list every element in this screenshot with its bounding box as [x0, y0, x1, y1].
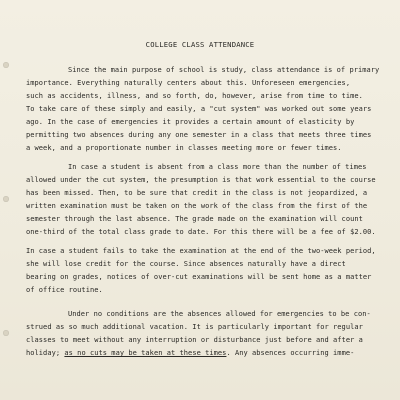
text-line: one-third of the total class grade to date. For this there will be a fee of $2.00.: [26, 228, 376, 236]
punch-hole: [3, 330, 9, 336]
text-segment: holiday;: [26, 349, 61, 357]
text-line: To take care of these simply and easily, a "cut system" was worked out some years: [26, 105, 372, 113]
text-line: In case a student is absent from a class more than the number of times: [68, 163, 367, 171]
text-line: strued as so much additional vacation. It is particularly important for regular: [26, 323, 363, 331]
text-line: she will lose credit for the course. Since absences naturally have a direct: [26, 260, 346, 268]
text-line: a week, and a proportionate number in classes meeting more or fewer times.: [26, 144, 342, 152]
text-line: written examination must be taken on the work of the class from the first of the: [26, 202, 368, 210]
text-line: permitting two absences during any one semester in a class that meets three times: [26, 131, 372, 139]
text-line: Since the main purpose of school is study, class attendance is of primary: [68, 66, 380, 74]
text-line-mixed: [26, 349, 400, 358]
text-line: importance. Everything naturally centers about this. Unforeseen emergencies,: [26, 79, 351, 87]
punch-hole: [3, 62, 9, 68]
text-line: has been missed. Then, to be sure that credit in the class is not jeopardized, a: [26, 189, 368, 197]
text-line: semester through the last absence. The grade made on the examination will count: [26, 215, 363, 223]
underlined-text: as no cuts may be taken at these times: [64, 349, 227, 357]
text-line: such as accidents, illness, and so forth, do, however, arise from time to time.: [26, 92, 363, 100]
punch-hole: [3, 196, 9, 202]
text-line: classes to meet without any interruption or disturbance just before and after a: [26, 336, 363, 344]
text-segment: . Any absences occurring imme-: [226, 349, 355, 357]
text-line: Under no conditions are the absences allowed for emergencies to be con-: [68, 310, 371, 318]
text-line: allowed under the cut system, the presumption is that work essential to the course: [26, 176, 376, 184]
text-line: bearing on grades, notices of over-cut examinations will be sent home as a matter: [26, 273, 372, 281]
text-line: ago. In the case of emergencies it provides a certain amount of elasticity by: [26, 118, 355, 126]
text-line: of office routine.: [26, 286, 103, 294]
document-title: COLLEGE CLASS ATTENDANCE: [145, 40, 255, 49]
text-line: In case a student fails to take the examination at the end of the two-week period,: [26, 247, 376, 255]
